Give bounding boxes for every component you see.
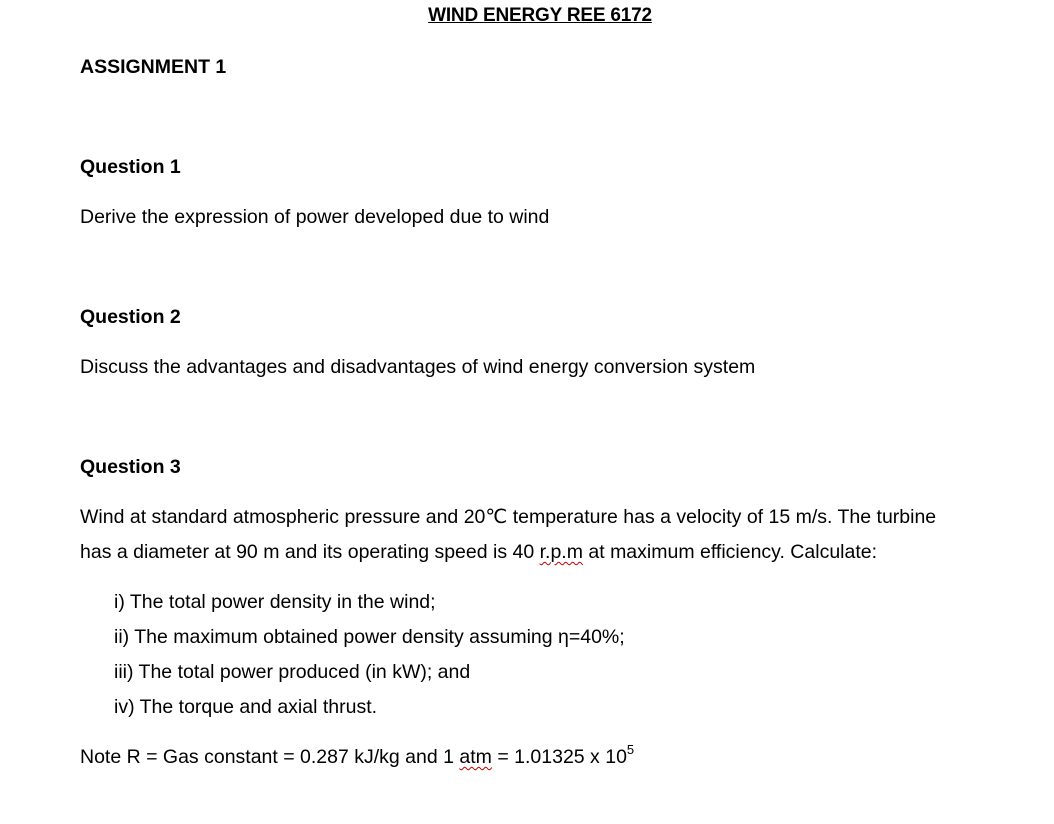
question-2-text: Discuss the advantages and disadvantages of wind energy conversion system (80, 356, 756, 378)
question-3-note (80, 742, 635, 769)
question-3-heading: Question 3 (80, 456, 181, 478)
question-3-item-1: i) The total power density in the wind; (114, 591, 436, 613)
question-3-item-2: ii) The maximum obtained power density assuming η=40%; (114, 626, 625, 648)
document-title: WIND ENERGY REE 6172 (428, 5, 652, 26)
note-text-start: Note R = Gas constant = 0.287 kJ/kg and 1 (80, 746, 460, 768)
question-3-item-4: iv) The torque and axial thrust. (114, 696, 378, 718)
question-3-text-line-2 (80, 540, 877, 564)
note-text-end: = 1.01325 x 10 (491, 746, 627, 768)
spellcheck-marked-word[interactable]: r.p.m (539, 541, 583, 563)
note-exponent: 5 (626, 742, 635, 757)
question-3-item-3: iii) The total power produced (in kW); and (114, 661, 471, 683)
spellcheck-marked-word[interactable]: atm (459, 746, 492, 768)
question-3-text-line-2-end: at maximum efficiency. Calculate: (582, 541, 878, 563)
question-3-text-line-2-start: has a diameter at 90 m and its operating speed is 40 (80, 541, 540, 563)
question-1-text: Derive the expression of power developed due to wind (80, 206, 550, 228)
question-1-heading: Question 1 (80, 156, 181, 178)
question-3-text-line-1: Wind at standard atmospheric pressure and 20℃ temperature has a velocity of 15 m/s. The turbine (80, 506, 937, 528)
assignment-heading: ASSIGNMENT 1 (80, 56, 227, 78)
question-2-heading: Question 2 (80, 306, 181, 328)
